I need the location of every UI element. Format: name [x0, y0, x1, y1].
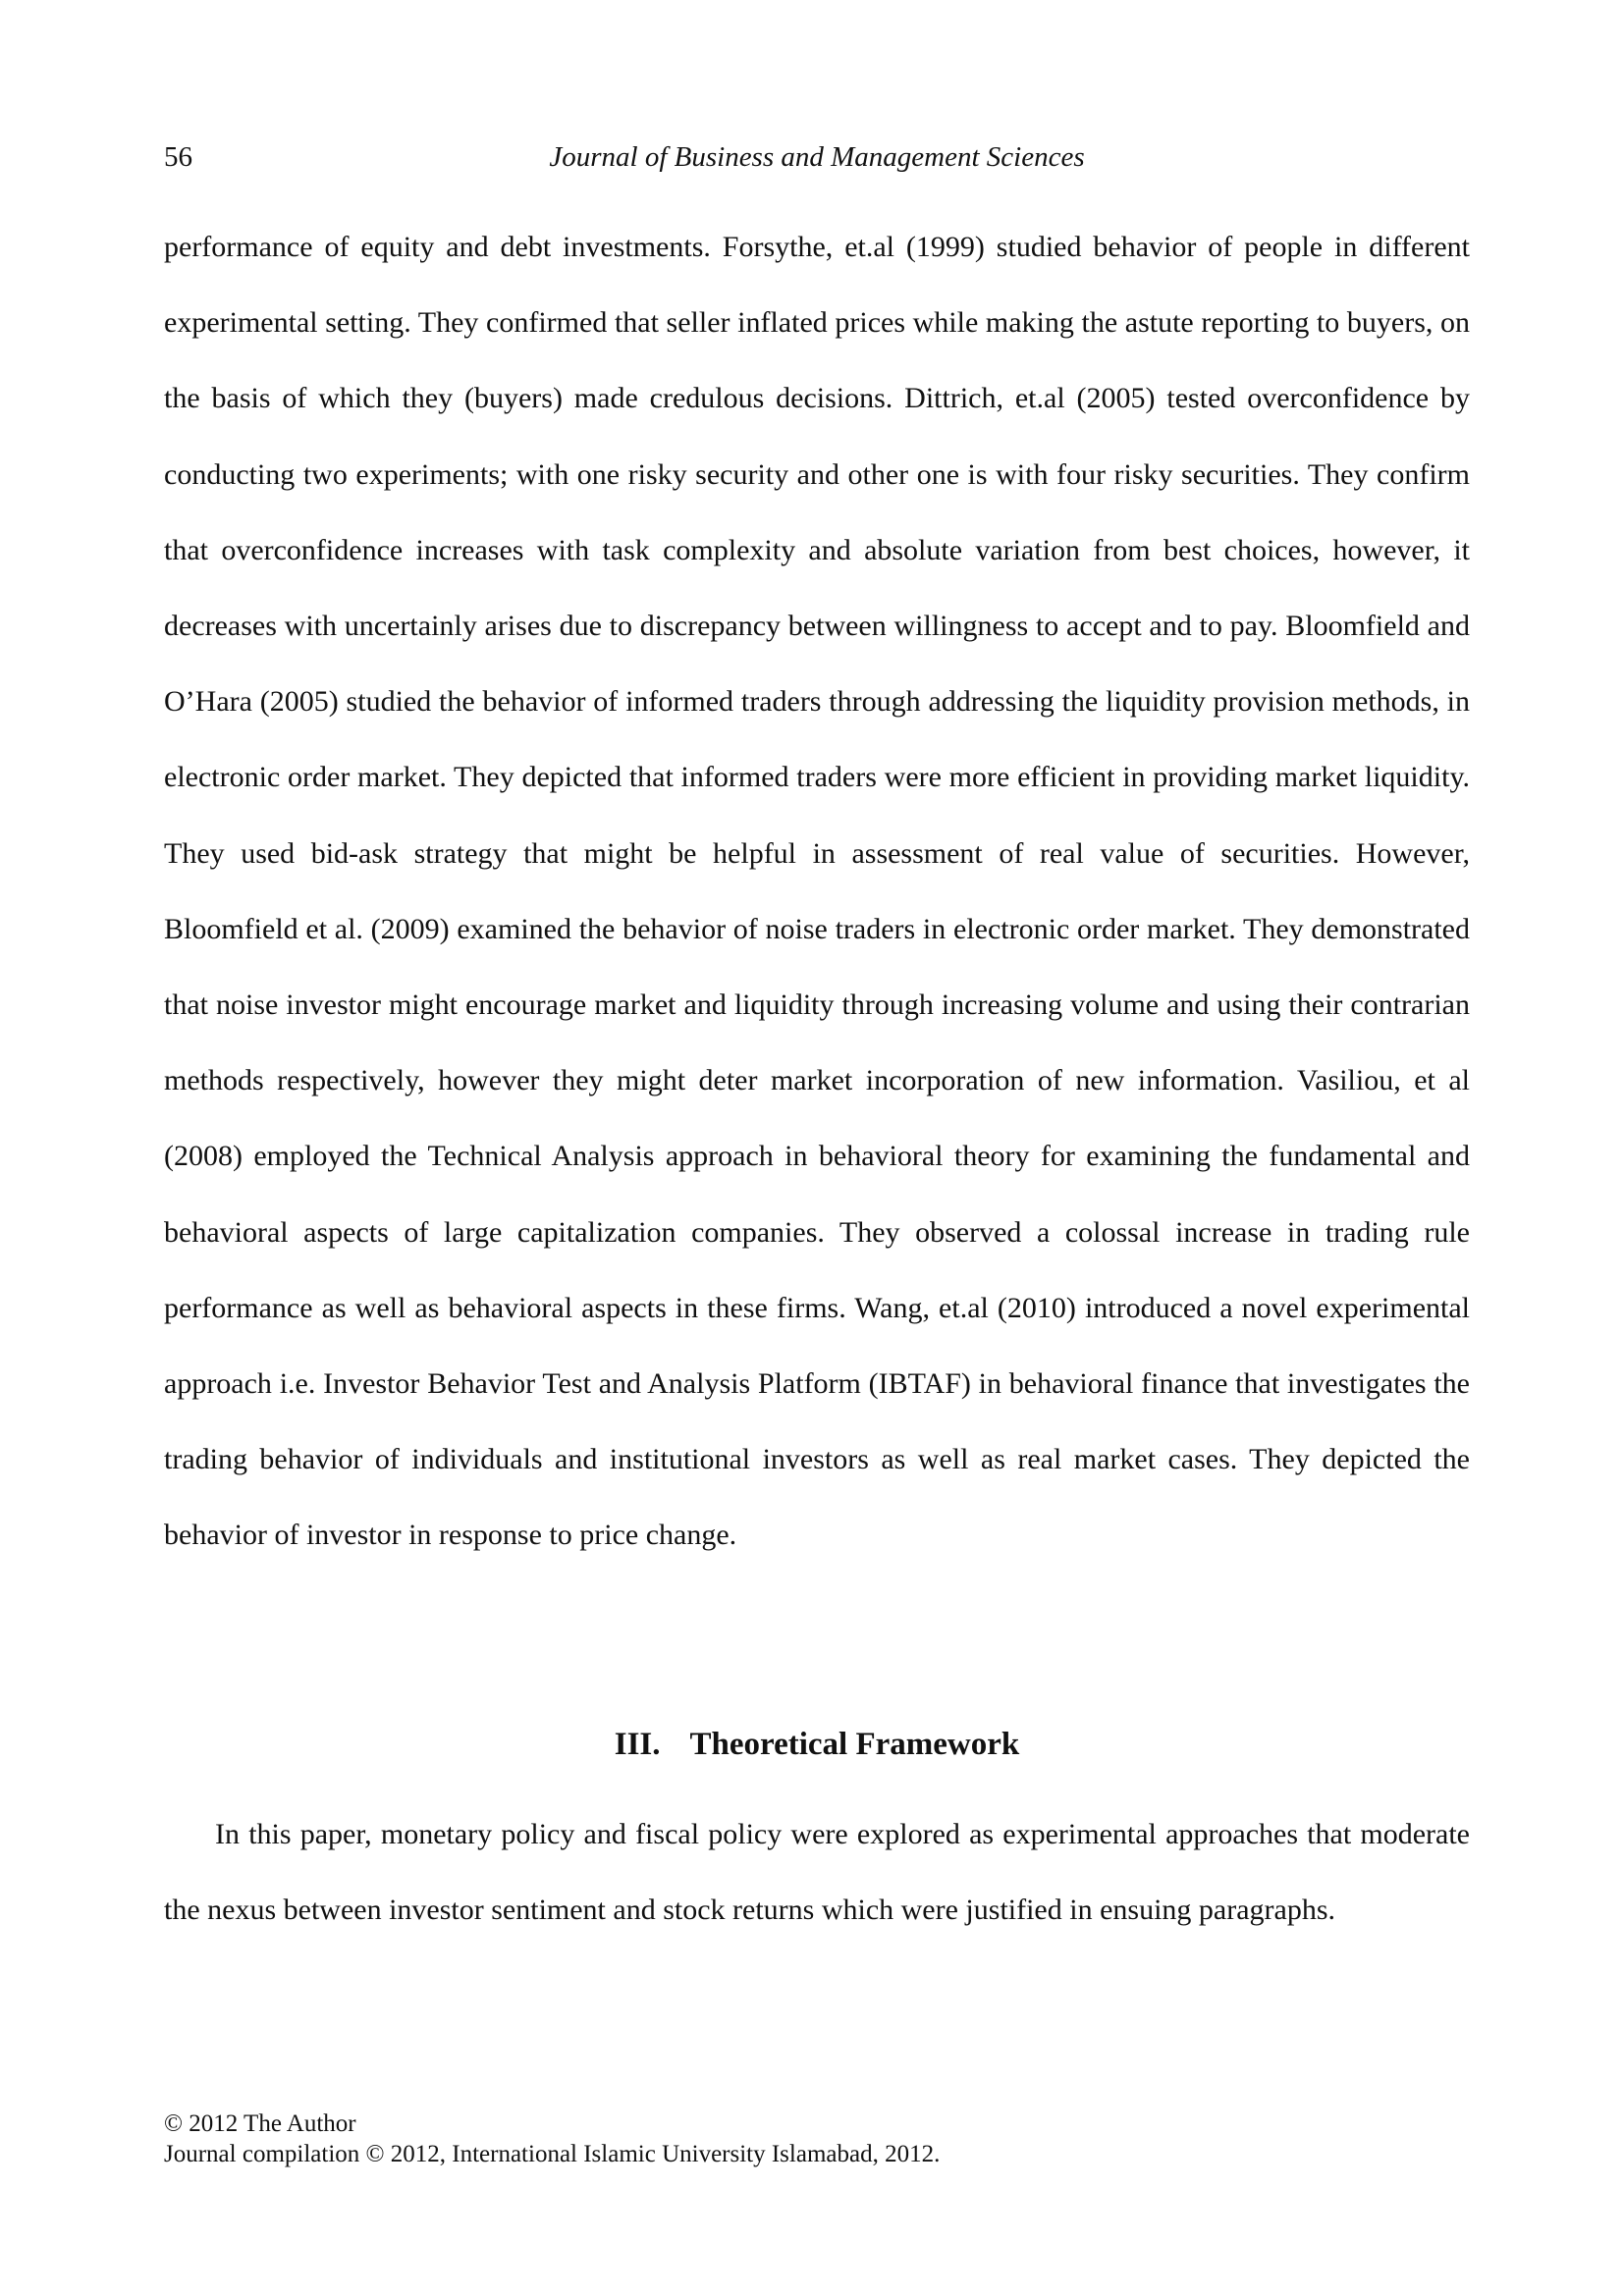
body-paragraph-literature: performance of equity and debt investments. Forsythe, et.al (1999) studied behavior of people in different experimental setting. They confirmed that seller inflated prices while making the astute reporting to buyers, on the basis of which they (buyers) made credulous decisions. Dittrich, et.al (2005) tested overconfidence by conducting two experiments; with one risky security and other one is with four risky securities. They confirm that overconfidence increases with task complexity and absolute variation from best choices, however, it decreases with uncertainly arises due to discrepancy between willingness to accept and to pay. Bloomfield and O’Hara (2005) studied the behavior of informed traders through addressing the liquidity provision methods, in electronic order market. They depicted that informed traders were more efficient in providing market liquidity. They used bid-ask strategy that might be helpful in assessment of real value of securities. However, Bloomfield et al. (2009) examined the behavior of noise traders in electronic order market. They demonstrated that noise investor might encourage market and liquidity through increasing volume and using their contrarian methods respectively, however they might deter market incorporation of new information. Vasiliou, et al (2008) employed the Technical Analysis approach in behavioral theory for examining the fundamental and behavioral aspects of large capitalization companies. They observed a colossal increase in trading rule performance as well as behavioral aspects in these firms. Wang, et.al (2010) introduced a novel experimental approach i.e. Investor Behavior Test and Analysis Platform (IBTAF) in behavioral finance that investigates the trading behavior of individuals and institutional investors as well as real market cases. They depicted the behavior of investor in response to price change.	[164, 231, 1470, 1552]
page-number: 56	[164, 141, 192, 173]
page-footer	[164, 2109, 1470, 2169]
running-head	[164, 137, 1470, 177]
section-title: Theoretical Framework	[689, 1727, 1020, 1762]
body-paragraph-framework: In this paper, monetary policy and fiscal policy were explored as experimental approaches that moderate the nexus between investor sentiment and stock returns which were justified in ensuing paragraphs.	[164, 1818, 1470, 1927]
journal-title: Journal of Business and Management Sciences	[549, 141, 1085, 173]
compilation-line: Journal compilation © 2012, International Islamic University Islamabad, 2012.	[164, 2141, 941, 2167]
copyright-line: © 2012 The Author	[164, 2110, 356, 2137]
section-heading	[164, 1720, 1470, 1769]
section-number: III.	[614, 1727, 661, 1762]
